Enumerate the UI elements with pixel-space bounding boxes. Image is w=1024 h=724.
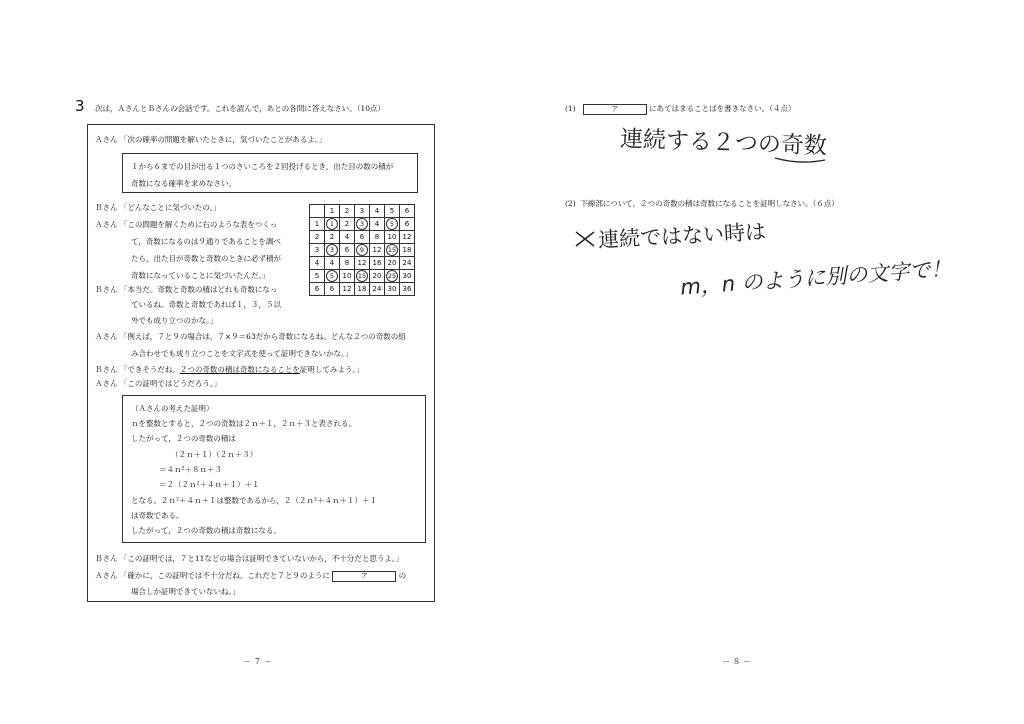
table-cell: 20 — [385, 257, 400, 270]
dialogue-line: Ａさん 「この証明ではどうだろう。」 — [95, 379, 222, 388]
strike-mark-icon — [572, 228, 600, 250]
blank-a: ア — [583, 104, 647, 115]
table-cell: 12 — [340, 283, 355, 296]
table-header-cell: 5 — [385, 205, 400, 218]
table-cell: 20 — [370, 270, 385, 283]
table-cell: 6 — [325, 283, 340, 296]
table-cell: 6 — [355, 231, 370, 244]
proof-line: となる。２ｎ²＋４ｎ＋１は整数であるから，２（２ｎ²＋４ｎ＋１）＋１ — [131, 496, 378, 505]
table-header-cell — [310, 205, 325, 218]
table-cell: 18 — [355, 283, 370, 296]
table-cell: 36 — [400, 283, 415, 296]
table-header-cell: 4 — [370, 205, 385, 218]
proof-line: は奇数である。 — [131, 511, 184, 520]
table-cell-circled: 5 — [325, 270, 340, 283]
table-cell: 18 — [400, 244, 415, 257]
table-row-header: 4 — [310, 257, 325, 270]
dialogue-line: 外でも成り立つのかな。」 — [131, 316, 218, 325]
table-cell: 12 — [355, 257, 370, 270]
proof-line: したがって，２つの奇数の積は奇数になる。 — [131, 526, 281, 535]
problem-line-2: 奇数になる確率を求めなさい。 — [131, 179, 236, 188]
dialogue-line: Ａさん 「この問題を解くために右のような表をつくっ — [95, 220, 278, 229]
table-cell: 8 — [340, 257, 355, 270]
table-cell: 2 — [340, 218, 355, 231]
q2-handwritten-line-1: 連続ではない時は — [597, 219, 767, 253]
dialogue-line: Ａさん 「確かに，この証明では不十分だね。これだと７と９のように ア の — [95, 571, 407, 580]
table-cell: 6 — [340, 244, 355, 257]
table-cell: 24 — [370, 283, 385, 296]
proof-box — [122, 395, 426, 543]
proof-line: したがって，２つの奇数の積は — [131, 434, 236, 443]
table-cell: 16 — [370, 257, 385, 270]
q1-handwritten-answer: 連続する２つの奇数 — [619, 126, 828, 160]
table-cell-circled: 5 — [385, 218, 400, 231]
page-number-left: － ７ － — [243, 657, 273, 666]
q2-line: (2) 下線部について，２つの奇数の積は奇数になることを証明しなさい。（６点） — [565, 199, 839, 208]
dialogue-line: 場合しか証明できていないね。」 — [131, 587, 240, 596]
table-cell: 4 — [340, 231, 355, 244]
table-header-cell: 3 — [355, 205, 370, 218]
table-cell-circled: 15 — [385, 244, 400, 257]
dialogue-line-underlined: Ｂさん 「できそうだね。２つの奇数の積は奇数になることを証明してみよう。」 — [95, 365, 364, 374]
table-cell: 24 — [400, 257, 415, 270]
dialogue-line: Ｂさん 「この証明では，７と11などの場合は証明できていないから，不十分だと思うよ。」 — [95, 554, 404, 563]
table-row-header: 5 — [310, 270, 325, 283]
problem-line-1: １から６までの目が出る１つのさいころを２回投げるとき，出た目の数の積が — [131, 162, 394, 171]
table-row-header: 1 — [310, 218, 325, 231]
table-cell: 8 — [370, 231, 385, 244]
dialogue-line: Ｂさん 「本当だ。奇数と奇数の積はどれも奇数になっ — [95, 285, 278, 294]
table-header-cell: 1 — [325, 205, 340, 218]
dialogue-line: 奇数になっていることに気づいたんだ。」 — [131, 271, 270, 280]
table-cell-circled: 9 — [355, 244, 370, 257]
dialogue-line: Ａさん 「次の確率の問題を解いたときに，気づいたことがあるよ。」 — [95, 135, 327, 144]
proof-title: （Ａさんの考えた証明） — [131, 404, 214, 413]
table-row-header: 3 — [310, 244, 325, 257]
blank-a: ア — [332, 571, 396, 582]
table-cell: 30 — [400, 270, 415, 283]
dialogue-line: て，奇数になるのは９通りであることを調べ — [131, 237, 281, 246]
page-number-right: － ８ － — [722, 657, 752, 666]
table-cell: 10 — [385, 231, 400, 244]
table-row-header: 2 — [310, 231, 325, 244]
dialogue-line: Ａさん 「例えば，７と９の場合は，７×９＝63だから奇数になるね。どんな２つの奇数の組 — [95, 332, 406, 341]
question-header: 次は，ＡさんとＢさんの会話です。これを読んで，あとの各問に答えなさい。（10点） — [95, 104, 386, 113]
table-cell-circled: 3 — [325, 244, 340, 257]
table-cell: 2 — [325, 231, 340, 244]
table-cell: 4 — [370, 218, 385, 231]
table-cell-circled: 15 — [355, 270, 370, 283]
proof-line: ｎを整数とすると，２つの奇数は２ｎ＋１，２ｎ＋３と表される。 — [131, 419, 356, 428]
table-cell-circled: 3 — [355, 218, 370, 231]
table-cell: 12 — [370, 244, 385, 257]
q2-handwritten-line-2: m，n のように別の文字で！ — [679, 256, 953, 300]
table-cell: 10 — [340, 270, 355, 283]
proof-line: （２ｎ＋１）（２ｎ＋３） — [171, 450, 258, 459]
table-cell: 6 — [400, 218, 415, 231]
table-cell: 30 — [385, 283, 400, 296]
dialogue-line: たら，出た目が奇数と奇数のときに必ず積が — [131, 254, 281, 263]
dialogue-line: Ｂさん 「どんなことに気づいたの。」 — [95, 203, 221, 212]
problem-box — [122, 153, 418, 193]
table-cell-circled: 25 — [385, 270, 400, 283]
dialogue-line: み合わせでも成り立つことを文字式を使って証明できないかな。」 — [131, 349, 353, 358]
proof-line: ＝４ｎ²＋８ｎ＋３ — [159, 465, 223, 474]
table-cell-circled: 1 — [325, 218, 340, 231]
table-cell: 12 — [400, 231, 415, 244]
proof-line: ＝２（２ｎ²＋４ｎ＋１）＋１ — [159, 480, 260, 489]
table-row-header: 6 — [310, 283, 325, 296]
dialogue-line: ているね。奇数と奇数であれば１，３，５以 — [131, 300, 281, 309]
answer-underline-stroke — [770, 130, 830, 170]
q1-line: (1) ア にあてはまることばを書きなさい。（４点） — [565, 104, 796, 113]
product-table — [309, 204, 415, 296]
table-header-cell: 2 — [340, 205, 355, 218]
table-header-cell: 6 — [400, 205, 415, 218]
table-cell: 4 — [325, 257, 340, 270]
question-number: 3 — [75, 97, 85, 115]
